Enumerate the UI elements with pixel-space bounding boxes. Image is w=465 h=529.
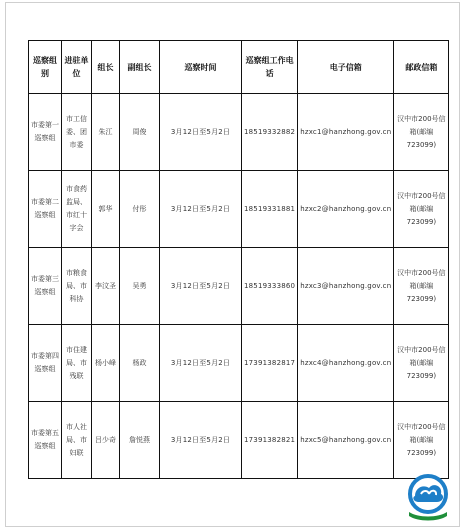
unit-cell: 市粮食局、市科协	[62, 248, 92, 325]
postbox-cell: 汉中市200号信箱(邮编723099)	[394, 248, 449, 325]
email-cell[interactable]: hzxc5@hanzhong.gov.cn	[298, 402, 394, 479]
table-row	[29, 325, 449, 402]
header-postbox: 邮政信箱	[394, 41, 449, 94]
postbox-cell: 汉中市200号信箱(邮编723099)	[394, 402, 449, 479]
phone-cell: 17391382817	[242, 325, 298, 402]
phone-cell: 17391382821	[242, 402, 298, 479]
postbox-cell: 汉中市200号信箱(邮编723099)	[394, 171, 449, 248]
table-row	[29, 94, 449, 171]
table-row	[29, 248, 449, 325]
header-time: 巡察时间	[160, 41, 242, 94]
group-cell: 市委第四巡察组	[29, 325, 62, 402]
unit-cell: 市住建局、市残联	[62, 325, 92, 402]
postbox-cell: 汉中市200号信箱(邮编723099)	[394, 94, 449, 171]
header-phone: 巡察组工作电话	[242, 41, 298, 94]
phone-cell: 18519333860	[242, 248, 298, 325]
header-deputy: 副组长	[120, 41, 160, 94]
email-cell[interactable]: hzxc3@hanzhong.gov.cn	[298, 248, 394, 325]
unit-cell: 市食药监局、市红十字会	[62, 171, 92, 248]
deputy-cell: 吴勇	[120, 248, 160, 325]
leader-cell: 吕少奇	[92, 402, 120, 479]
group-cell: 市委第一巡察组	[29, 94, 62, 171]
leader-cell: 郭华	[92, 171, 120, 248]
inspection-schedule-table	[28, 40, 449, 479]
unit-cell: 市人社局、市妇联	[62, 402, 92, 479]
email-cell[interactable]: hzxc4@hanzhong.gov.cn	[298, 325, 394, 402]
table-header-row	[29, 41, 449, 94]
time-cell: 3月12日至5月2日	[160, 94, 242, 171]
header-unit: 进驻单位	[62, 41, 92, 94]
table-row	[29, 171, 449, 248]
phone-cell: 18519331881	[242, 171, 298, 248]
phone-cell: 18519332882	[242, 94, 298, 171]
group-cell: 市委第二巡察组	[29, 171, 62, 248]
cloud-emblem-icon	[403, 472, 453, 522]
leader-cell: 李汶圣	[92, 248, 120, 325]
group-cell: 市委第三巡察组	[29, 248, 62, 325]
table-row	[29, 402, 449, 479]
leader-cell: 杨小峰	[92, 325, 120, 402]
deputy-cell: 詹悦燕	[120, 402, 160, 479]
group-cell: 市委第五巡察组	[29, 402, 62, 479]
leader-cell: 朱江	[92, 94, 120, 171]
time-cell: 3月12日至5月2日	[160, 248, 242, 325]
deputy-cell: 周俊	[120, 94, 160, 171]
postbox-cell: 汉中市200号信箱(邮编723099)	[394, 325, 449, 402]
time-cell: 3月12日至5月2日	[160, 171, 242, 248]
time-cell: 3月12日至5月2日	[160, 402, 242, 479]
header-leader: 组长	[92, 41, 120, 94]
header-group: 巡察组别	[29, 41, 62, 94]
time-cell: 3月12日至5月2日	[160, 325, 242, 402]
header-email: 电子信箱	[298, 41, 394, 94]
unit-cell: 市工信委、团市委	[62, 94, 92, 171]
deputy-cell: 杨政	[120, 325, 160, 402]
email-cell[interactable]: hzxc1@hanzhong.gov.cn	[298, 94, 394, 171]
email-cell[interactable]: hzxc2@hanzhong.gov.cn	[298, 171, 394, 248]
deputy-cell: 付彤	[120, 171, 160, 248]
